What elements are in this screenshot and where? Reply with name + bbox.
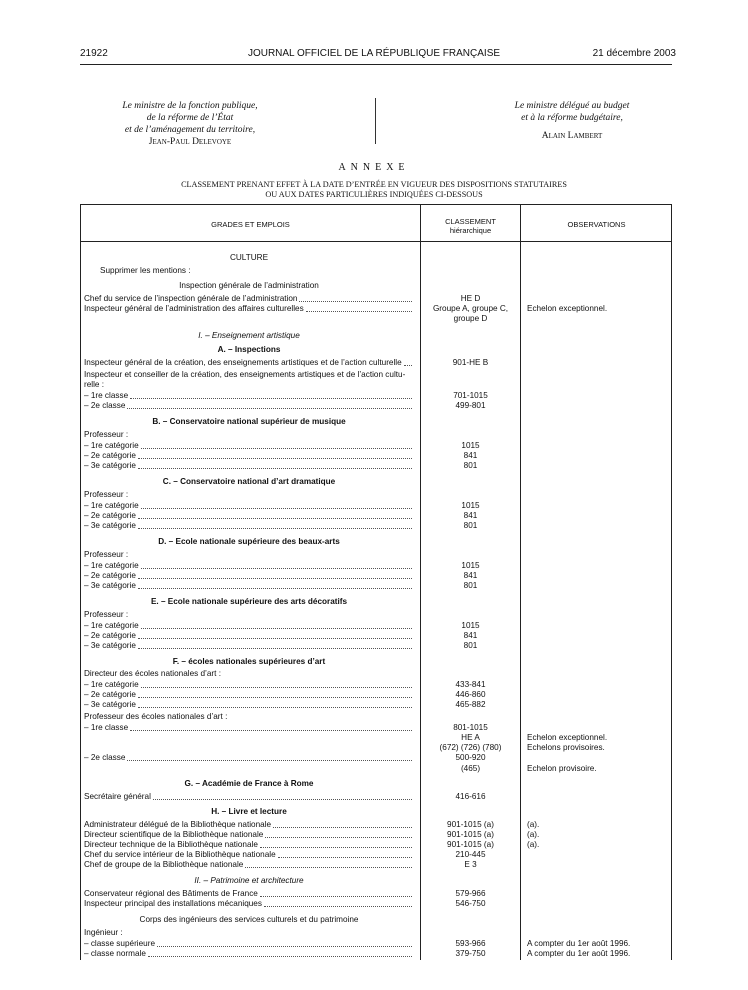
dot-leader	[141, 621, 412, 629]
grade-label: – 2e classe	[84, 753, 414, 763]
dot-leader	[306, 304, 412, 312]
classement-value: 1015	[461, 501, 480, 510]
grade-label: Chef de groupe de la Bibliothèque nationale	[84, 860, 414, 870]
signature-right-name: Alain Lambert	[541, 131, 603, 141]
table-row	[81, 294, 673, 304]
table-row	[81, 899, 673, 909]
classement-value: 841	[463, 631, 478, 640]
classement-value: 499-801	[455, 401, 486, 410]
classement-value: E 3	[464, 860, 477, 869]
observation-text: Echelons provisoires.	[527, 743, 605, 752]
grade-label: – 3e catégorie	[84, 700, 414, 710]
table-row	[81, 511, 673, 521]
table-row	[81, 792, 673, 802]
table-row	[81, 949, 673, 959]
classement-value: 901-HE B	[452, 358, 489, 367]
table-row	[81, 597, 673, 607]
grade-label: Inspecteur principal des installations mécaniques	[84, 899, 414, 909]
dot-leader	[148, 949, 412, 957]
table-row	[81, 753, 673, 763]
table-row	[81, 571, 673, 581]
dot-leader	[130, 723, 412, 731]
classement-value: 593-966	[455, 939, 486, 948]
table-row	[81, 581, 673, 591]
header-rule	[80, 64, 672, 65]
grade-label: – 2e catégorie	[84, 690, 414, 700]
classement-value: 801-1015	[453, 723, 488, 732]
dot-leader	[273, 820, 412, 828]
table-row	[81, 430, 673, 440]
signature-right	[472, 100, 672, 142]
dot-leader	[138, 461, 412, 469]
table-row	[81, 314, 673, 324]
dot-leader	[138, 521, 412, 529]
dot-leader	[138, 641, 412, 649]
grade-label: Directeur technique de la Bibliothèque nationale	[84, 840, 414, 850]
table-row	[81, 266, 673, 276]
table-row	[81, 501, 673, 511]
classement-value: 801	[463, 461, 478, 470]
classement-value: 416-616	[455, 792, 486, 801]
table-row	[81, 477, 673, 487]
signature-left-line2: de la réforme de l’État	[146, 113, 234, 123]
table-row	[81, 840, 673, 850]
classement-value: 901-1015 (a)	[447, 830, 494, 839]
classement-value: 546-750	[455, 899, 486, 908]
grade-label: – 2e classe	[84, 401, 414, 411]
table-row	[81, 461, 673, 471]
table-row	[81, 830, 673, 840]
dot-leader	[299, 294, 412, 302]
table-row	[81, 641, 673, 651]
observation-text: (a).	[527, 830, 540, 839]
grade-label: – classe supérieure	[84, 939, 414, 949]
table-row	[81, 889, 673, 899]
grade-label: D. – Ecole nationale supérieure des beaux-arts	[158, 537, 340, 546]
grade-label: – 3e catégorie	[84, 581, 414, 591]
dot-leader	[153, 792, 412, 800]
grade-label: I. – Enseignement artistique	[198, 331, 300, 340]
grade-label: E. – Ecole nationale supérieure des arts décoratifs	[150, 597, 348, 606]
classement-value: 1015	[461, 441, 480, 450]
grade-label: – 2e catégorie	[84, 631, 414, 641]
classement-value: 841	[463, 571, 478, 580]
table-row	[81, 690, 673, 700]
column-header-classement	[421, 217, 520, 235]
dot-leader	[138, 631, 412, 639]
grade-label: Professeur :	[84, 490, 129, 499]
table-row	[81, 417, 673, 427]
signature-left-name: Jean-Paul Delevoye	[148, 137, 232, 147]
grade-label: Supprimer les mentions :	[100, 266, 191, 275]
dot-leader	[260, 889, 412, 897]
grade-label: Inspecteur général de la création, des enseignements artistiques et de l’action culturelle	[84, 358, 414, 368]
grade-label: – 2e catégorie	[84, 511, 414, 521]
classement-value: 1015	[461, 621, 480, 630]
grade-label: – 1re catégorie	[84, 501, 414, 511]
classement-value: 500-920	[455, 753, 486, 762]
grade-label: – 3e catégorie	[84, 521, 414, 531]
classement-value: 841	[463, 511, 478, 520]
grade-label: Professeur des écoles nationales d’art :	[84, 712, 228, 721]
classement-value: 801	[463, 521, 478, 530]
table-row	[81, 915, 673, 925]
grade-label: Professeur :	[84, 550, 129, 559]
grade-label: F. – écoles nationales supérieures d’art	[172, 657, 326, 666]
signature-right-line2: et à la réforme budgétaire,	[521, 113, 623, 123]
grade-label: CULTURE	[229, 253, 269, 262]
table-row	[81, 537, 673, 547]
grade-label: Corps des ingénieurs des services culturels et du patrimoine	[139, 915, 359, 924]
grade-label: Conservateur régional des Bâtiments de France	[84, 889, 414, 899]
grade-label: – 1re classe	[84, 723, 414, 733]
grade-label: – 1re catégorie	[84, 680, 414, 690]
signature-right-line1: Le ministre délégué au budget	[514, 101, 630, 111]
table-row	[81, 631, 673, 641]
dot-leader	[245, 860, 412, 868]
grade-label: C. – Conservatoire national d’art dramatique	[162, 477, 336, 486]
grade-label: – 1re catégorie	[84, 561, 414, 571]
table-row	[81, 820, 673, 830]
grade-label: – 2e catégorie	[84, 571, 414, 581]
classement-value: HE D	[460, 294, 481, 303]
dot-leader	[130, 391, 412, 399]
table-row	[81, 521, 673, 531]
dot-leader	[264, 899, 412, 907]
dot-leader	[141, 680, 412, 688]
grade-label: Professeur :	[84, 610, 129, 619]
table-row	[81, 860, 673, 870]
classement-value: (465)	[460, 764, 481, 773]
column-header-classement-line2: hiérarchique	[449, 226, 492, 235]
table-row	[81, 550, 673, 560]
classement-value: 379-750	[455, 949, 486, 958]
table-row	[81, 304, 673, 314]
dot-leader	[157, 939, 412, 947]
dot-leader	[278, 850, 412, 858]
grade-label: A. – Inspections	[217, 345, 281, 354]
signature-separator	[375, 98, 376, 144]
grade-label: B. – Conservatoire national supérieur de musique	[152, 417, 346, 426]
dot-leader	[138, 511, 412, 519]
dot-leader	[138, 690, 412, 698]
table-row	[81, 281, 673, 291]
table-row	[81, 680, 673, 690]
classement-value: 701-1015	[453, 391, 488, 400]
table-row	[81, 939, 673, 949]
grade-label: Inspection générale de l’administration	[179, 281, 319, 290]
classement-value: 465-882	[455, 700, 486, 709]
table-row	[81, 253, 673, 263]
grade-label: Professeur :	[84, 430, 129, 439]
classement-value: 579-966	[455, 889, 486, 898]
classement-value: 1015	[461, 561, 480, 570]
grade-label: Chef du service intérieur de la Bibliothèque nationale	[84, 850, 414, 860]
table-row	[81, 669, 673, 679]
header-divider	[81, 241, 671, 242]
dot-leader	[138, 571, 412, 579]
dot-leader	[141, 441, 412, 449]
grade-label: Inspecteur et conseiller de la création, des enseignements artistiques et de l’action cultu-	[84, 370, 406, 379]
table-row	[81, 358, 673, 368]
page-number: 21922	[80, 48, 108, 59]
classement-value: Groupe A, groupe C,	[432, 304, 509, 313]
dot-leader	[141, 501, 412, 509]
grade-label: G. – Académie de France à Rome	[184, 779, 314, 788]
table-row	[81, 380, 673, 390]
annexe-title: ANNEXE	[338, 162, 410, 173]
grade-label: – 1re classe	[84, 391, 414, 401]
table-row	[81, 928, 673, 938]
grade-label: Ingénieur :	[84, 928, 123, 937]
grade-label: II. – Patrimoine et architecture	[194, 876, 304, 885]
grade-label: Chef du service de l’inspection générale de l’administration	[84, 294, 414, 304]
table-row	[81, 610, 673, 620]
classement-value: 901-1015 (a)	[447, 820, 494, 829]
classement-value: 446-860	[455, 690, 486, 699]
table-row	[81, 490, 673, 500]
dot-leader	[141, 561, 412, 569]
classement-value: 901-1015 (a)	[447, 840, 494, 849]
table-row	[81, 700, 673, 710]
dot-leader	[138, 451, 412, 459]
table-row	[81, 441, 673, 451]
observation-text: A compter du 1er août 1996.	[527, 939, 631, 948]
dot-leader	[265, 830, 412, 838]
grade-label: – 1re catégorie	[84, 621, 414, 631]
table-row	[81, 733, 673, 743]
table-row	[81, 621, 673, 631]
grade-label: Inspecteur général de l’administration des affaires culturelles	[84, 304, 414, 314]
dot-leader	[127, 401, 412, 409]
observation-text: Echelon provisoire.	[527, 764, 597, 773]
grade-label: – 2e catégorie	[84, 451, 414, 461]
grade-label: Secrétaire général	[84, 792, 414, 802]
observation-text: Echelon exceptionnel.	[527, 304, 608, 313]
table-row	[81, 657, 673, 667]
table-row	[81, 391, 673, 401]
grade-label: relle :	[84, 380, 105, 389]
table-row	[81, 764, 673, 774]
grade-label: – classe normale	[84, 949, 414, 959]
classement-value: 210-445	[455, 850, 486, 859]
classement-value: 841	[463, 451, 478, 460]
observation-text: (a).	[527, 820, 540, 829]
classification-table	[80, 204, 672, 960]
observation-text: (a).	[527, 840, 540, 849]
publication-date: 21 décembre 2003	[592, 48, 676, 59]
column-header-classement-line1: CLASSEMENT	[445, 217, 496, 226]
table-row	[81, 850, 673, 860]
dot-leader	[404, 358, 412, 366]
table-row	[81, 712, 673, 722]
signature-left-line3: et de l’aménagement du territoire,	[124, 125, 256, 135]
annexe-subtitle-line2: OU AUX DATES PARTICULIÈRES INDIQUÉES CI-DESSOUS	[265, 190, 483, 199]
table-row	[81, 779, 673, 789]
classement-value: groupe D	[453, 314, 488, 323]
signature-left-line1: Le ministre de la fonction publique,	[122, 101, 258, 111]
classement-value: HE A	[461, 733, 480, 742]
grade-label: H. – Livre et lecture	[211, 807, 287, 816]
classement-value: (672) (726) (780)	[439, 743, 502, 752]
journal-title: JOURNAL OFFICIEL DE LA RÉPUBLIQUE FRANÇAISE	[247, 48, 501, 59]
table-row	[81, 807, 673, 817]
table-row	[81, 370, 673, 380]
table-row	[81, 876, 673, 886]
grade-label: Directeur scientifique de la Bibliothèque nationale	[84, 830, 414, 840]
grade-label: Administrateur délégué de la Bibliothèque nationale	[84, 820, 414, 830]
column-header-observations: OBSERVATIONS	[567, 220, 626, 229]
table-row	[81, 743, 673, 753]
observation-text: Echelon exceptionnel.	[527, 733, 608, 742]
annexe-subtitle-line1: CLASSEMENT PRENANT EFFET À LA DATE D’ENTRÉE EN VIGUEUR DES DISPOSITIONS STATUTAIRES	[181, 180, 567, 189]
observation-text: A compter du 1er août 1996.	[527, 949, 631, 958]
table-row	[81, 451, 673, 461]
signature-left	[80, 100, 300, 148]
grade-label: – 1re catégorie	[84, 441, 414, 451]
grade-label: Directeur des écoles nationales d’art :	[84, 669, 221, 678]
dot-leader	[138, 700, 412, 708]
table-row	[81, 723, 673, 733]
column-header-grades: GRADES ET EMPLOIS	[211, 220, 290, 229]
grade-label: – 3e catégorie	[84, 641, 414, 651]
classement-value: 801	[463, 581, 478, 590]
classement-value: 801	[463, 641, 478, 650]
dot-leader	[138, 581, 412, 589]
dot-leader	[127, 753, 412, 761]
grade-label: – 3e catégorie	[84, 461, 414, 471]
table-row	[81, 401, 673, 411]
table-row	[81, 331, 673, 341]
dot-leader	[260, 840, 412, 848]
table-row	[81, 345, 673, 355]
table-row	[81, 561, 673, 571]
classement-value: 433-841	[455, 680, 486, 689]
